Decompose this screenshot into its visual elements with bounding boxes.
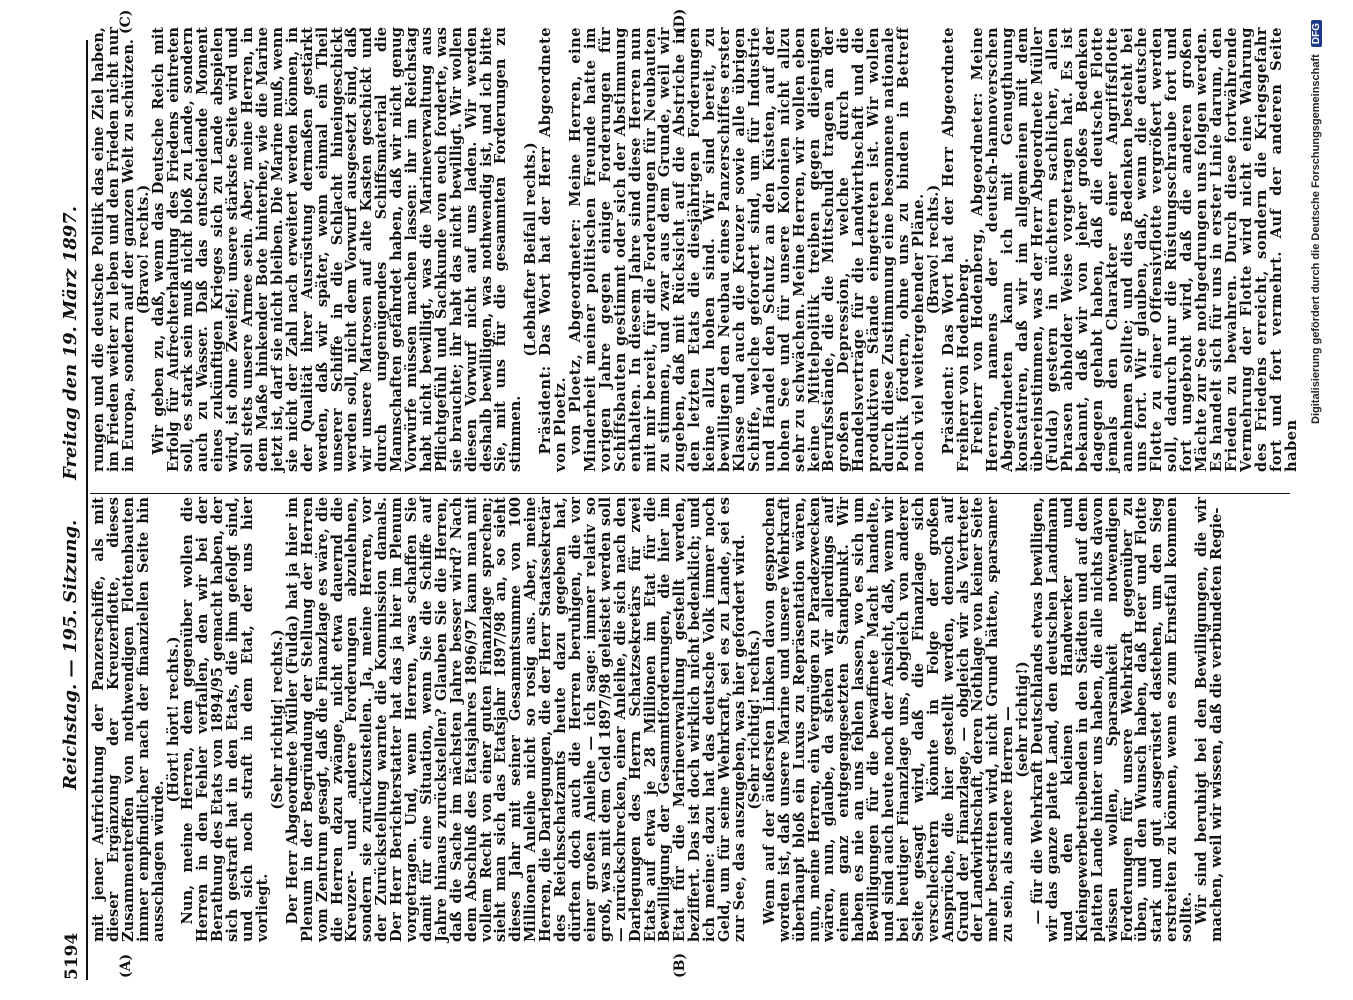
right-text-column [92, 27, 1299, 472]
paragraph: mit jener Aufrichtung der Panzerschiffe, als mit dieser Ergänzung der Kreuzerflotte, dieses Zusammentreffen von nothwendigen Flottenbauten immer empfindlicher nach der finanziellen Seite hin ausschlagen würde. [90, 497, 167, 942]
paragraph: Wenn auf der äußersten Linken davon gesprochen worden ist, daß unsere Marine und unsere Wehrkraft überhaupt bloß ein Luxus zu Repräsentation wären, nun, meine Herren, ein Vergnügen zu Paradezwecken wären, nun, glaube, da stehen wir allerdings auf einem ganz entgegengesetzten Standpunkt. Wir haben es nie an uns fehlen lassen, wo es sich um Bewilligungen für die bewaffnete Macht handelte, und sind auch heute noch der Ansicht, daß, wenn wir bei heutiger Finanzlage uns, obgleich von anderer Seite gesagt wird, daß die Finanzlage sich verschlechtern könnte in Folge der großen Ansprüche, die hier gestellt werden, dennoch auf Grund der Finanzlage, — obgleich wir als Vertreter der Landwirthschaft, deren Nothlage von keiner Seite mehr bestritten wird, nicht Grund hätten, sparsamer zu sein, als andere Herren — [760, 497, 1017, 942]
interjection: (Sehr richtig! rechts.) [745, 629, 763, 810]
speaker-paragraph: von Ploetz, Abgeordneter: Meine Herren, eine Minderheit meiner politischen Freunde hatte im vorigen Jahre gegen einige Forderungen für Schiffsbauten gestimmt oder sich der Abstimmung enthalten. In diesem Jahre sind diese Herren nun mit mir bereit, für die Forderungen für Neubauten zu stimmen, und zwar aus dem Grunde, weil wir zugeben, daß mit Rücksicht auf die Abstriche in den letzten Etats die diesjährigen Forderungen keine allzu hohen sind. Wir sind bereit, zu bewilligen den Neubau eines Panzerschiffes erster Klasse und auch die Kreuzer sowie alle übrigen Schiffe, welche gefordert sind, um für Industrie und Handel den Schutz an den Küsten, auf der hohen See und für unsere Kolonien nicht allzu sehr zu schwächen. Meine Herren, wir wollen eben keine Mittelpolitik treiben gegen diejenigen Berufsstände, die die Mittschuld tragen an der großen Depression, welche durch die Handelsverträge für die Landwirthschaft und die produktiven Stände eingetreten ist. Wir wollen durch diese Zustimmung eine besonnene nationale Politik fördern, ohne uns zu binden in Betreff noch viel weitergehender Pläne. [567, 27, 927, 472]
digitization-credit [1310, 20, 1322, 980]
paragraph: Wir sind beruhigt bei den Bewilligungen, die wir machen, weil wir wissen, daß die verbündeten Regie- [1193, 497, 1225, 942]
paragraph: rungen und die deutsche Politik das eine Ziel haben, im Frieden weiter zu leben und den Frieden nicht nur in Europa, sondern auf der ganzen Welt zu schützen. [90, 27, 137, 472]
paragraph: Nun, meine Herren, dem gegenüber wollen die Herren in den Fehler verfallen, den wir bei der Berathung des Etats von 1894/95 gemacht haben, der sich gestraft hat in den Etats, die ihm gefolgt sind, und sich noch straft in dem Etat, der uns hier vorliegt. [179, 497, 271, 942]
interjection: (Sehr richtig! rechts.) [268, 629, 286, 810]
speaker-paragraph: Präsident: Das Wort hat der Herr Abgeordnete von Ploetz. [537, 27, 570, 472]
credit-text: Digitalisierung gefördert durch die Deutsche Forschungsgemeinschaft [1310, 54, 1322, 424]
left-text-column [92, 497, 1225, 942]
paragraph: Der Herr Abgeordnete Müller (Fulda) hat ja hier im Plenum in der Begründung der Stellung der Herren vom Zentrum gesagt, daß die Finanzlage es wäre, die die Herren dazu zwänge, nicht etwa dauernd die Kreuzer- und andere Forderungen abzulehnen, sondern sie zurückzustellen. Ja, meine Herren, vor der Zurückstellung warnte die Kommission damals. Der Herr Berichterstatter hat das ja hier im Plenum vorgetragen. Und, wenn Herren, was schaffen Sie damit für eine Situation, wenn Sie die Schiffe auf Jahre hinaus zurückstellen? Glauben Sie die Herren, daß die Sache im nächsten Jahre besser wird? Nach dem Abschluß des Etatsjahres 1896/97 kann man mit vollem Recht von einer guten Finanzlage sprechen; sieht man sich das Etatsjahr 1897/98 an, so sieht dieses Jahr mit seiner Gesammtsumme von 100 Millionen Anleihe nicht so rosig aus. Aber, meine Herren, die Darlegungen, die der Herr Staatssekretär des Reichsschatzamts heute dazu gegeben hat, dürften doch auch die Herren beruhigen, die vor einer großen Anleihe — ich sage: immer relativ so groß, was mit dem Geld 1897/98 geleistet werden soll — zurückschrecken, einer Anleihe, die sich nach den Darlegungen des Herrn Schatzsekretärs für zwei Etats auf etwa je 28 Millionen im Etat für die Bewilligung der Gesammtforderungen, die hier im Etat für die Marineverwaltung gestellt werden, beziffert. Das ist doch wirklich nicht bedenklich; und ich meine: dazu hat das deutsche Volk immer noch Geld, um für seine Wehrkraft, sei es zu Lande, sei es zur See, das auszugeben, was hier gefordert wird. [283, 497, 748, 942]
interjection: (Bravo! rechts.) [924, 184, 942, 315]
page-number: 5194 [62, 932, 82, 980]
session-title: Reichstag. — 195. Sitzung. [60, 519, 81, 790]
speaker-paragraph: Präsident: Das Wort hat der Herr Abgeordnete Freiherr von Hodenberg. [939, 27, 972, 472]
session-date: Freitag den 19. März 1897. [60, 206, 81, 480]
dfg-logo: DFG [1311, 20, 1322, 47]
interjection: (Hört! hört! rechts.) [164, 636, 182, 803]
margin-mark-b: (B) [672, 952, 688, 978]
paragraph: Wir geben zu, daß, wenn das Deutsche Reich mit Erfolg für Aufrechterhaltung des Friedens eintreten soll, es stark sein muß nicht bloß zu Lande, sondern auch zu Wasser. Daß das entscheidende Moment eines zukünftigen Krieges sich zu Lande abspielen wird, ist ohne Zweifel; unsere stärkste Seite wird und soll stets unsere Armee sein. Aber, meine Herren, in dem Maße hinkender Bote hinterher, wie die Marine jetzt ist, darf sie nicht bleiben. Die Marine muß, wenn sie nicht der Zahl nach erweitert werden können, in der Qualität ihrer Ausrüstung dermaßen gestärkt werden, daß wir später, wenn einmal ein Theil unserer Schiffe in die Schlacht hineingeschickt werden soll, nicht dem Vorwurf ausgesetzt sind, daß wir unsere Matrosen auf alte Kasten geschickt und durch ungenügendes Schiffsmaterial die Mannschaften gefährdet haben, daß wir nicht genug Vorwürfe müssen machen lassen: ihr im Reichstag habt nicht bewilligt, was die Marineverwaltung aus Pflichtgefühl und Sachkunde von euch forderte, was sie brauchte; ihr habt das nicht bewilligt. Wir wollen diesen Vorwurf nicht auf uns laden. Wir werden deshalb bewilligen, was nothwendig ist, und ich bitte Sie, mit uns für die gesammten Forderungen zu stimmen. [149, 27, 525, 472]
margin-mark-c: (C) [118, 9, 134, 34]
speaker-paragraph: Freiherr von Hodenberg, Abgeordneter: Meine Herren, namens der deutsch-hannoverschen Abgeordneten kann ich mit Genugthuung konstatiren, daß wir im allgemeinen mit dem übereinstimmen, was der Herr Abgeordnete Müller (Fulda) gestern in nüchtern sachlicher, allen Phrasen abholder Weise vorgetragen hat. Es ist bekannt, daß wir von jeher großes Bedenken dagegen gehabt haben, daß die deutsche Flotte jemals den Charakter einer Angriffsflotte annehmen sollte; und dies Bedenken besteht bei uns fort. Wir glauben, daß, wenn die deutsche Flotte zu einer Offensivflotte vergrößert werden soll, dadurch nur die Rüstungsschraube fort und fort ungebroht wird, daß die anderen großen Mächte zur See nothgedrungen uns folgen werden. Es handelt sich für uns in erster Linie darum, den Frieden zu bewahren. Durch diese fortwährende Vermehrung der Flotte wird nicht eine Wahrung des Friedens erreicht, sondern die Kriegsgefahr fort und fort vermehrt. Auf der anderen Seite haben [969, 27, 1300, 472]
interjection: (Bravo! rechts.) [134, 184, 152, 315]
interjection: (Lebhafter Beifall rechts.) [522, 142, 540, 357]
interjection: (sehr richtig!) [1014, 661, 1032, 778]
column-divider [90, 493, 1290, 494]
header-rule [86, 40, 88, 980]
margin-mark-d: (D) [672, 8, 688, 34]
margin-mark-a: (A) [118, 953, 134, 978]
paragraph: — für die Wehrkraft Deutschlands etwas bewilligen, wir das ganze platte Land, den deutschen Landmann und den kleinen Handwerker und Kleingewerbetreibenden in den Städten und auf dem platten Lande hinter uns haben, die alle nichts davon wissen wollen, Sparsamkeit notwendigen Forderungen für unsere Wehrkraft gegenüber zu üben, und den Wunsch haben, daß Heer und Flotte stark und gut ausgerüstet dastehen, um den Sieg erstreiten zu können, wenn es zum Ernstfall kommen sollte. [1029, 497, 1196, 942]
